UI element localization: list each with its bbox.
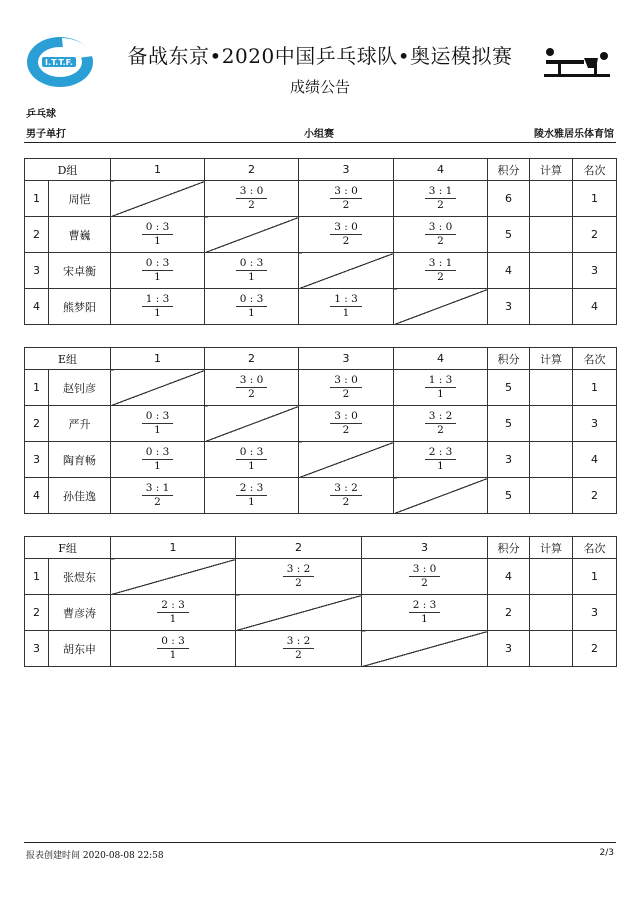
points-value: 3 bbox=[488, 442, 530, 478]
calc-value bbox=[530, 595, 573, 631]
points-value: 2 bbox=[488, 595, 530, 631]
match-points: 1 bbox=[154, 460, 161, 472]
svg-text:I.T.T.F.: I.T.T.F. bbox=[45, 58, 73, 67]
created-label: 报表创建时间 bbox=[26, 851, 81, 861]
match-points: 2 bbox=[342, 496, 350, 508]
group-header-row bbox=[25, 537, 617, 559]
created-time: 2020-08-08 22:58 bbox=[82, 851, 164, 861]
player-row bbox=[25, 181, 617, 217]
self-match-cell bbox=[111, 370, 205, 406]
calc-value bbox=[530, 217, 573, 253]
page-number: 2/3 bbox=[599, 848, 614, 858]
group-d-table bbox=[24, 158, 617, 325]
calc-value bbox=[530, 253, 573, 289]
column-header: 2 bbox=[205, 159, 299, 181]
match-points: 2 bbox=[437, 271, 444, 283]
game-score: 3 : 1 bbox=[425, 186, 457, 199]
match-score-cell bbox=[205, 478, 299, 514]
self-match-cell bbox=[362, 631, 488, 667]
player-name: 宋卓衡 bbox=[49, 253, 111, 289]
match-score bbox=[236, 447, 268, 472]
match-points: 1 bbox=[421, 613, 428, 625]
player-row bbox=[25, 370, 617, 406]
match-points: 1 bbox=[154, 271, 161, 283]
rank-value: 4 bbox=[573, 289, 617, 325]
match-score-cell bbox=[111, 253, 205, 289]
self-match-cell bbox=[236, 595, 362, 631]
player-number: 2 bbox=[25, 595, 49, 631]
match-score-cell bbox=[111, 442, 205, 478]
match-score-cell bbox=[299, 370, 394, 406]
calc-value bbox=[530, 478, 573, 514]
group-label: F组 bbox=[25, 537, 111, 559]
match-score-cell bbox=[111, 631, 236, 667]
match-score-cell bbox=[394, 181, 488, 217]
game-score: 0 : 3 bbox=[236, 447, 268, 460]
rank-value: 3 bbox=[573, 595, 617, 631]
group-header-row bbox=[25, 159, 617, 181]
match-score-cell bbox=[299, 478, 394, 514]
calc-value bbox=[530, 370, 573, 406]
match-score bbox=[236, 483, 268, 508]
rank-header: 名次 bbox=[573, 159, 617, 181]
player-number: 3 bbox=[25, 253, 49, 289]
points-value: 6 bbox=[488, 181, 530, 217]
self-match-cell bbox=[205, 217, 299, 253]
game-score: 0 : 3 bbox=[142, 258, 174, 271]
sport-label: 乒乓球 bbox=[26, 109, 56, 120]
game-score: 1 : 3 bbox=[330, 294, 362, 307]
player-row bbox=[25, 406, 617, 442]
group-label: E组 bbox=[25, 348, 111, 370]
match-score-cell bbox=[205, 370, 299, 406]
rank-value: 2 bbox=[573, 478, 617, 514]
event-info-row bbox=[26, 125, 614, 139]
match-score-cell bbox=[394, 370, 488, 406]
match-score-cell bbox=[299, 181, 394, 217]
rank-value: 2 bbox=[573, 217, 617, 253]
self-match-cell bbox=[299, 253, 394, 289]
calc-header: 计算 bbox=[530, 537, 573, 559]
match-score bbox=[425, 447, 457, 472]
match-score bbox=[330, 294, 362, 319]
player-name: 曹彦涛 bbox=[49, 595, 111, 631]
game-score: 3 : 0 bbox=[425, 222, 457, 235]
points-value: 4 bbox=[488, 559, 530, 595]
match-score-cell bbox=[111, 478, 205, 514]
match-score-cell bbox=[205, 442, 299, 478]
match-points: 2 bbox=[342, 235, 350, 247]
points-header: 积分 bbox=[488, 159, 530, 181]
match-score bbox=[330, 375, 362, 400]
group-f-table bbox=[24, 536, 617, 667]
column-header: 3 bbox=[362, 537, 488, 559]
player-name: 熊梦阳 bbox=[49, 289, 111, 325]
points-value: 5 bbox=[488, 217, 530, 253]
match-points: 1 bbox=[248, 460, 255, 472]
match-points: 2 bbox=[154, 496, 161, 508]
match-points: 2 bbox=[342, 388, 350, 400]
match-score bbox=[283, 564, 315, 589]
player-name: 赵钊彦 bbox=[49, 370, 111, 406]
player-number: 4 bbox=[25, 478, 49, 514]
game-score: 3 : 2 bbox=[425, 411, 457, 424]
points-header: 积分 bbox=[488, 537, 530, 559]
match-score bbox=[142, 294, 174, 319]
match-points: 2 bbox=[437, 199, 444, 211]
match-score bbox=[142, 483, 174, 508]
match-score bbox=[142, 258, 174, 283]
match-score-cell bbox=[236, 631, 362, 667]
game-score: 2 : 3 bbox=[236, 483, 268, 496]
self-match-cell bbox=[299, 442, 394, 478]
match-score-cell bbox=[394, 442, 488, 478]
column-header: 1 bbox=[111, 348, 205, 370]
page-subtitle: 成绩公告 bbox=[289, 78, 350, 96]
match-score-cell bbox=[205, 253, 299, 289]
game-score: 0 : 3 bbox=[142, 222, 174, 235]
group-header-row bbox=[25, 348, 617, 370]
player-row bbox=[25, 478, 617, 514]
match-score bbox=[425, 411, 457, 436]
points-value: 3 bbox=[488, 289, 530, 325]
column-header: 3 bbox=[299, 159, 394, 181]
match-score bbox=[330, 483, 362, 508]
self-match-cell bbox=[394, 289, 488, 325]
player-number: 3 bbox=[25, 442, 49, 478]
game-score: 1 : 3 bbox=[142, 294, 174, 307]
match-points: 1 bbox=[437, 460, 444, 472]
game-score: 3 : 0 bbox=[236, 186, 268, 199]
points-value: 5 bbox=[488, 370, 530, 406]
match-score bbox=[425, 375, 457, 400]
match-score bbox=[236, 294, 268, 319]
column-header: 4 bbox=[394, 159, 488, 181]
column-header: 1 bbox=[111, 537, 236, 559]
match-score bbox=[283, 636, 315, 661]
match-score bbox=[330, 222, 362, 247]
match-points: 1 bbox=[154, 235, 161, 247]
report-created-time bbox=[26, 848, 164, 861]
match-points: 2 bbox=[342, 199, 350, 211]
match-points: 2 bbox=[295, 649, 302, 661]
match-points: 1 bbox=[169, 649, 177, 661]
game-score: 2 : 3 bbox=[409, 600, 441, 613]
match-score-cell bbox=[111, 289, 205, 325]
match-points: 2 bbox=[295, 577, 302, 589]
points-value: 4 bbox=[488, 253, 530, 289]
player-name: 胡东申 bbox=[49, 631, 111, 667]
match-points: 1 bbox=[248, 271, 255, 283]
match-score bbox=[142, 222, 174, 247]
player-name: 曹巍 bbox=[49, 217, 111, 253]
player-name: 严升 bbox=[49, 406, 111, 442]
match-score-cell bbox=[362, 559, 488, 595]
match-points: 1 bbox=[248, 307, 255, 319]
column-header: 1 bbox=[111, 159, 205, 181]
match-score bbox=[157, 636, 189, 661]
player-number: 3 bbox=[25, 631, 49, 667]
player-row bbox=[25, 631, 617, 667]
rank-value: 2 bbox=[573, 631, 617, 667]
game-score: 2 : 3 bbox=[157, 600, 189, 613]
player-number: 2 bbox=[25, 406, 49, 442]
rank-value: 1 bbox=[573, 370, 617, 406]
match-score-cell bbox=[394, 253, 488, 289]
game-score: 0 : 3 bbox=[157, 636, 189, 649]
player-name: 周恺 bbox=[49, 181, 111, 217]
points-value: 5 bbox=[488, 478, 530, 514]
column-header: 3 bbox=[299, 348, 394, 370]
player-row bbox=[25, 595, 617, 631]
match-score bbox=[409, 564, 441, 589]
match-score bbox=[236, 375, 268, 400]
player-number: 1 bbox=[25, 559, 49, 595]
match-score bbox=[425, 258, 457, 283]
calc-value bbox=[530, 559, 573, 595]
player-number: 2 bbox=[25, 217, 49, 253]
player-name: 陶育畅 bbox=[49, 442, 111, 478]
rank-value: 3 bbox=[573, 406, 617, 442]
game-score: 0 : 3 bbox=[142, 411, 174, 424]
game-score: 3 : 0 bbox=[330, 186, 362, 199]
player-name: 张煜东 bbox=[49, 559, 111, 595]
game-score: 2 : 3 bbox=[425, 447, 457, 460]
self-match-cell bbox=[205, 406, 299, 442]
match-score-cell bbox=[299, 289, 394, 325]
match-score-cell bbox=[394, 217, 488, 253]
match-score bbox=[236, 258, 268, 283]
match-score bbox=[409, 600, 441, 625]
player-row bbox=[25, 253, 617, 289]
phase-label: 小组赛 bbox=[304, 129, 334, 140]
match-score-cell bbox=[111, 406, 205, 442]
match-points: 1 bbox=[342, 307, 350, 319]
match-points: 2 bbox=[342, 424, 350, 436]
page-title: 备战东京•2020中国乒乓球队•奥运模拟赛 bbox=[127, 44, 513, 68]
game-score: 3 : 0 bbox=[330, 222, 362, 235]
game-score: 3 : 0 bbox=[409, 564, 441, 577]
match-points: 1 bbox=[437, 388, 444, 400]
rank-value: 4 bbox=[573, 442, 617, 478]
match-score-cell bbox=[236, 559, 362, 595]
match-score-cell bbox=[362, 595, 488, 631]
match-points: 1 bbox=[169, 613, 177, 625]
player-name: 孙佳逸 bbox=[49, 478, 111, 514]
rank-value: 1 bbox=[573, 559, 617, 595]
match-score bbox=[425, 186, 457, 211]
header-divider bbox=[24, 142, 616, 143]
match-points: 1 bbox=[154, 307, 161, 319]
player-row bbox=[25, 289, 617, 325]
player-row bbox=[25, 559, 617, 595]
game-score: 0 : 3 bbox=[236, 294, 268, 307]
calc-value bbox=[530, 406, 573, 442]
match-score bbox=[236, 186, 268, 211]
event-label: 男子单打 bbox=[26, 129, 66, 140]
self-match-cell bbox=[394, 478, 488, 514]
calc-value bbox=[530, 442, 573, 478]
match-score-cell bbox=[299, 406, 394, 442]
match-score bbox=[142, 411, 174, 436]
match-points: 2 bbox=[248, 388, 255, 400]
points-value: 3 bbox=[488, 631, 530, 667]
rank-header: 名次 bbox=[573, 348, 617, 370]
match-score-cell bbox=[111, 217, 205, 253]
match-score bbox=[142, 447, 174, 472]
match-points: 2 bbox=[248, 199, 255, 211]
rank-header: 名次 bbox=[573, 537, 617, 559]
match-score-cell bbox=[299, 217, 394, 253]
group-e-table bbox=[24, 347, 617, 514]
calc-value bbox=[530, 181, 573, 217]
self-match-cell bbox=[111, 181, 205, 217]
points-value: 5 bbox=[488, 406, 530, 442]
match-score-cell bbox=[394, 406, 488, 442]
game-score: 3 : 0 bbox=[330, 411, 362, 424]
match-score-cell bbox=[205, 289, 299, 325]
player-number: 1 bbox=[25, 181, 49, 217]
player-row bbox=[25, 217, 617, 253]
column-header: 2 bbox=[236, 537, 362, 559]
venue-label: 陵水雅居乐体育馆 bbox=[534, 129, 614, 140]
match-score-cell bbox=[205, 181, 299, 217]
game-score: 0 : 3 bbox=[236, 258, 268, 271]
match-points: 2 bbox=[437, 235, 444, 247]
game-score: 3 : 0 bbox=[236, 375, 268, 388]
group-label: D组 bbox=[25, 159, 111, 181]
game-score: 3 : 2 bbox=[283, 636, 315, 649]
match-score bbox=[425, 222, 457, 247]
game-score: 3 : 1 bbox=[142, 483, 174, 496]
calc-header: 计算 bbox=[530, 348, 573, 370]
game-score: 3 : 1 bbox=[425, 258, 457, 271]
calc-header: 计算 bbox=[530, 159, 573, 181]
calc-value bbox=[530, 631, 573, 667]
match-score bbox=[157, 600, 189, 625]
game-score: 3 : 0 bbox=[330, 375, 362, 388]
match-score bbox=[330, 411, 362, 436]
game-score: 0 : 3 bbox=[142, 447, 174, 460]
player-number: 1 bbox=[25, 370, 49, 406]
player-row bbox=[25, 442, 617, 478]
match-points: 1 bbox=[154, 424, 161, 436]
game-score: 3 : 2 bbox=[283, 564, 315, 577]
match-points: 2 bbox=[437, 424, 444, 436]
column-header: 4 bbox=[394, 348, 488, 370]
table-tennis-pictogram-icon bbox=[544, 44, 610, 80]
column-header: 2 bbox=[205, 348, 299, 370]
match-score bbox=[330, 186, 362, 211]
player-number: 4 bbox=[25, 289, 49, 325]
calc-value bbox=[530, 289, 573, 325]
rank-value: 1 bbox=[573, 181, 617, 217]
footer-divider bbox=[24, 842, 616, 843]
rank-value: 3 bbox=[573, 253, 617, 289]
points-header: 积分 bbox=[488, 348, 530, 370]
game-score: 1 : 3 bbox=[425, 375, 457, 388]
match-score-cell bbox=[111, 595, 236, 631]
self-match-cell bbox=[111, 559, 236, 595]
match-points: 2 bbox=[421, 577, 428, 589]
game-score: 3 : 2 bbox=[330, 483, 362, 496]
match-points: 1 bbox=[248, 496, 255, 508]
